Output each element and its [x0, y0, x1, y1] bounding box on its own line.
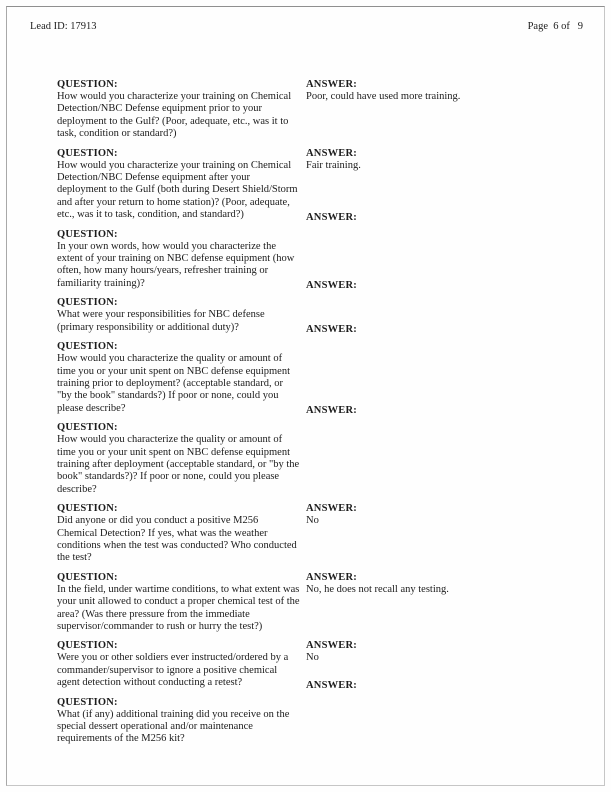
- question-text: How would you characterize your training on Chemical Detection/NBC Defense equipment prior to your deployment to the Gulf? (Poor, adequate, etc., was it to task, condition or standard?): [57, 91, 292, 140]
- question-block: [57, 341, 300, 415]
- qa-row: [57, 679, 581, 746]
- answer-text: No: [306, 515, 319, 527]
- answer-label: ANSWER:: [306, 147, 357, 159]
- question-text: How would you characterize your training on Chemical Detection/NBC Defense equipment after your deployment to the Gulf (both during Desert Shield/Storm and after your return to home station)? (Poor, adequate, etc., was it to task, condition, and standard?): [57, 159, 298, 221]
- answer-label: ANSWER:: [306, 79, 357, 90]
- question-text: In your own words, how would you characterize the extent of your training on NBC defense equipment (how often, how many hours/years, refresher training or familiarity training)?: [57, 240, 295, 289]
- qa-row: [57, 324, 581, 415]
- answer-label: ANSWER:: [306, 503, 357, 515]
- question-label: QUESTION:: [57, 640, 118, 652]
- answer-label: ANSWER:: [306, 640, 357, 652]
- question-block: [57, 148, 300, 222]
- question-block: [57, 422, 300, 496]
- question-label: QUESTION:: [57, 341, 118, 353]
- answer-text: Poor, could have used more training.: [306, 91, 461, 102]
- answer-block: [306, 503, 581, 527]
- qa-row: [57, 405, 581, 496]
- question-text: What were your responsibilities for NBC defense (primary responsibility or additional duty)?: [57, 309, 265, 333]
- answer-block: [306, 680, 581, 692]
- qa-row: [57, 79, 581, 141]
- question-label: QUESTION:: [57, 696, 118, 708]
- question-block: [57, 503, 300, 565]
- answer-label: ANSWER:: [306, 280, 357, 292]
- answer-block: [306, 79, 581, 103]
- answer-label: ANSWER:: [306, 324, 357, 336]
- answer-text: No: [306, 652, 319, 664]
- question-label: QUESTION:: [57, 571, 118, 583]
- answer-label: ANSWER:: [306, 405, 357, 417]
- answer-block: [306, 148, 581, 172]
- lead-id: Lead ID: 17913: [30, 21, 97, 32]
- question-label: QUESTION:: [57, 147, 118, 159]
- question-text: Did anyone or did you conduct a positive M256 Chemical Detection? If yes, what was the weather conditions when the test was conducted? Who conducted the test?: [57, 515, 297, 564]
- question-label: QUESTION:: [57, 228, 118, 240]
- answer-block: [306, 212, 581, 224]
- qa-row: [57, 148, 581, 222]
- answer-text: No, he does not recall any testing.: [306, 583, 449, 595]
- page-header: [30, 21, 583, 32]
- question-label: QUESTION:: [57, 422, 118, 434]
- question-text: In the field, under wartime conditions, to what extent was your unit allowed to conduct a proper chemical test of the area? (Was there pressure from the immediate supervisor/commander to rush or hurry the test?): [57, 583, 300, 632]
- question-text: What (if any) additional training did you receive on the special dessert operational and/or maintenance requirements of the M256 kit?: [57, 708, 290, 745]
- question-text: How would you characterize the quality or amount of time you or your unit spent on NBC defense equipment training after deployment (acceptable standard, or "by the book" standards?)? If poor or none, could you please describe?: [57, 434, 300, 495]
- answer-label: ANSWER:: [306, 679, 357, 691]
- question-block: [57, 79, 300, 141]
- answer-label: ANSWER:: [306, 211, 357, 223]
- question-text: How would you characterize the quality or amount of time you or your unit spent on NBC defense equipment training prior to deployment? (acceptable standard, or "by the book" standards?) If poor or none, could you please describe?: [57, 353, 291, 414]
- answer-block: [306, 640, 581, 664]
- page-number: Page 6 of 9: [527, 21, 583, 32]
- qa-list: [57, 79, 581, 753]
- question-block: [57, 697, 300, 746]
- qa-row: [57, 503, 581, 565]
- answer-block: [306, 324, 581, 336]
- question-label: QUESTION:: [57, 503, 118, 515]
- question-block: [57, 640, 300, 689]
- answer-block: [306, 572, 581, 596]
- question-label: QUESTION:: [57, 79, 118, 90]
- answer-block: [306, 405, 581, 417]
- question-label: QUESTION:: [57, 297, 118, 309]
- question-block: [57, 297, 300, 334]
- answer-block: [306, 280, 581, 292]
- question-block: [57, 229, 300, 291]
- answer-label: ANSWER:: [306, 571, 357, 583]
- qa-row: [57, 572, 581, 634]
- question-block: [57, 572, 300, 634]
- question-text: Were you or other soldiers ever instructed/ordered by a commander/supervisor to ignore a positive chemical agent detection without conducting a retest?: [57, 652, 289, 689]
- answer-text: Fair training.: [306, 159, 361, 171]
